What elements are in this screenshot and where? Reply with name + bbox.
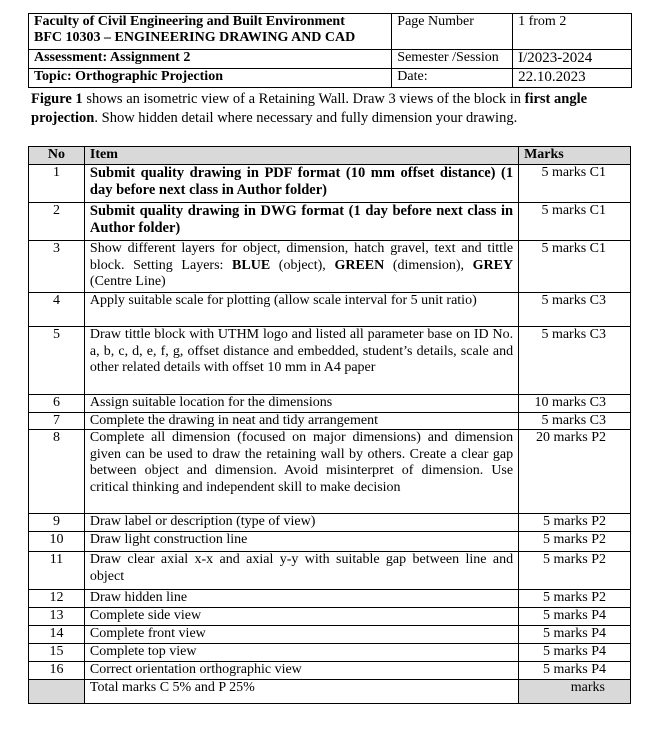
table-row — [29, 625, 631, 643]
table-row — [29, 552, 631, 590]
row-marks: 5 marks C1 — [519, 241, 631, 293]
col-header-no: No — [29, 147, 85, 165]
row-no: 10 — [29, 532, 85, 552]
row-item: Submit quality drawing in DWG format (1 day before next class in Author folder) — [84, 203, 518, 241]
date-label: Date: — [392, 69, 513, 88]
table-row — [29, 327, 631, 395]
row-item: Draw light construction line — [84, 532, 518, 552]
row-marks: 5 marks P2 — [519, 514, 631, 532]
intro-text-2: . Show hidden detail where necessary and fully dimension your drawing. — [94, 110, 518, 126]
row-item — [84, 241, 518, 293]
table-row — [29, 203, 631, 241]
row-no: 13 — [29, 607, 85, 625]
row-item: Submit quality drawing in PDF format (10 mm offset distance) (1 day before next class in Author folder) — [84, 165, 518, 203]
course-code: BFC 10303 – ENGINEERING DRAWING AND CAD — [34, 30, 356, 45]
row-item: Complete the drawing in neat and tidy arrangement — [84, 412, 518, 430]
row-item: Correct orientation orthographic view — [84, 661, 518, 679]
row-marks: 5 marks P2 — [519, 590, 631, 608]
projection-type: first angle projection — [31, 91, 588, 126]
row-item: Complete front view — [84, 625, 518, 643]
row-item: Draw clear axial x-x and axial y-y with suitable gap between line and object — [84, 552, 518, 590]
total-no-cell — [29, 679, 85, 703]
row-marks: 5 marks C3 — [519, 412, 631, 430]
table-row — [29, 241, 631, 293]
row-no: 15 — [29, 643, 85, 661]
row-no: 7 — [29, 412, 85, 430]
row-no: 4 — [29, 293, 85, 327]
layer-green: GREEN — [334, 257, 385, 273]
total-row — [29, 679, 631, 703]
row-marks: 5 marks P4 — [519, 607, 631, 625]
row-no: 12 — [29, 590, 85, 608]
row-item: Assign suitable location for the dimensions — [84, 395, 518, 413]
row-no: 5 — [29, 327, 85, 395]
row-no: 11 — [29, 552, 85, 590]
row-marks: 5 marks P4 — [519, 661, 631, 679]
row-marks: 5 marks P4 — [519, 643, 631, 661]
col-header-item: Item — [84, 147, 518, 165]
row-item: Complete side view — [84, 607, 518, 625]
header-table — [28, 13, 632, 88]
row-item: Draw hidden line — [84, 590, 518, 608]
topic-title: Topic: Orthographic Projection — [29, 69, 392, 88]
page-number-label: Page Number — [392, 14, 513, 50]
row-marks: 5 marks P4 — [519, 625, 631, 643]
intro-text-1: shows an isometric view of a Retaining Wall. Draw 3 views of the block in — [82, 91, 525, 107]
table-row — [29, 661, 631, 679]
row-item: Complete all dimension (focused on major dimensions) and dimension given can be used to draw the retaining wall by others. Create a clear gap between object and dimension. Avoid misinterpret of dimension. Use critical thinking and independent skill to make decision — [84, 430, 518, 514]
table-row — [29, 590, 631, 608]
figure-ref: Figure 1 — [31, 91, 83, 107]
col-header-marks: Marks — [519, 147, 631, 165]
faculty-name: Faculty of Civil Engineering and Built Environment — [34, 14, 345, 29]
row-marks: 5 marks C1 — [519, 165, 631, 203]
faculty-course-cell — [29, 14, 392, 50]
table-row — [29, 643, 631, 661]
date-value: 22.10.2023 — [513, 69, 632, 88]
row-marks: 5 marks C3 — [519, 293, 631, 327]
row-item: Complete top view — [84, 643, 518, 661]
row-marks: 5 marks C3 — [519, 327, 631, 395]
row-no: 14 — [29, 625, 85, 643]
row-marks: 20 marks P2 — [519, 430, 631, 514]
table-row — [29, 607, 631, 625]
row-marks: 5 marks P2 — [519, 552, 631, 590]
layers-text-b: (object), — [270, 257, 335, 273]
layers-text-c: (dimension), — [384, 257, 473, 273]
table-row — [29, 412, 631, 430]
table-row — [29, 430, 631, 514]
layer-blue: BLUE — [232, 257, 271, 273]
total-label: Total marks C 5% and P 25% — [84, 679, 518, 703]
layer-grey: GREY — [472, 257, 514, 273]
marking-table — [28, 146, 631, 704]
row-item: Apply suitable scale for plotting (allow scale interval for 5 unit ratio) — [84, 293, 518, 327]
row-no: 2 — [29, 203, 85, 241]
layers-text-d: (Centre Line) — [89, 274, 166, 289]
row-marks: 5 marks P2 — [519, 532, 631, 552]
row-no: 3 — [29, 241, 85, 293]
row-no: 16 — [29, 661, 85, 679]
table-row — [29, 293, 631, 327]
layers-text-a: Show different layers for object, dimension, hatch gravel, text and tittle block. Setting Layers: — [89, 241, 514, 273]
semester-value: I/2023-2024 — [513, 50, 632, 69]
row-marks: 5 marks C1 — [519, 203, 631, 241]
total-marks: marks — [519, 679, 631, 703]
semester-label: Semester /Session — [392, 50, 513, 69]
table-row — [29, 514, 631, 532]
table-row — [29, 395, 631, 413]
table-row — [29, 165, 631, 203]
assessment-title: Assessment: Assignment 2 — [29, 50, 392, 69]
table-row — [29, 532, 631, 552]
row-no: 6 — [29, 395, 85, 413]
row-no: 1 — [29, 165, 85, 203]
row-no: 9 — [29, 514, 85, 532]
intro-paragraph — [31, 90, 621, 128]
row-item: Draw tittle block with UTHM logo and listed all parameter base on ID No. a, b, c, d, e, f, g, offset distance and embedded, student’s details, scale and other related details with offset 10 mm in A4 paper — [84, 327, 518, 395]
row-no: 8 — [29, 430, 85, 514]
row-marks: 10 marks C3 — [519, 395, 631, 413]
row-item: Draw label or description (type of view) — [84, 514, 518, 532]
page-number-value: 1 from 2 — [513, 14, 632, 50]
